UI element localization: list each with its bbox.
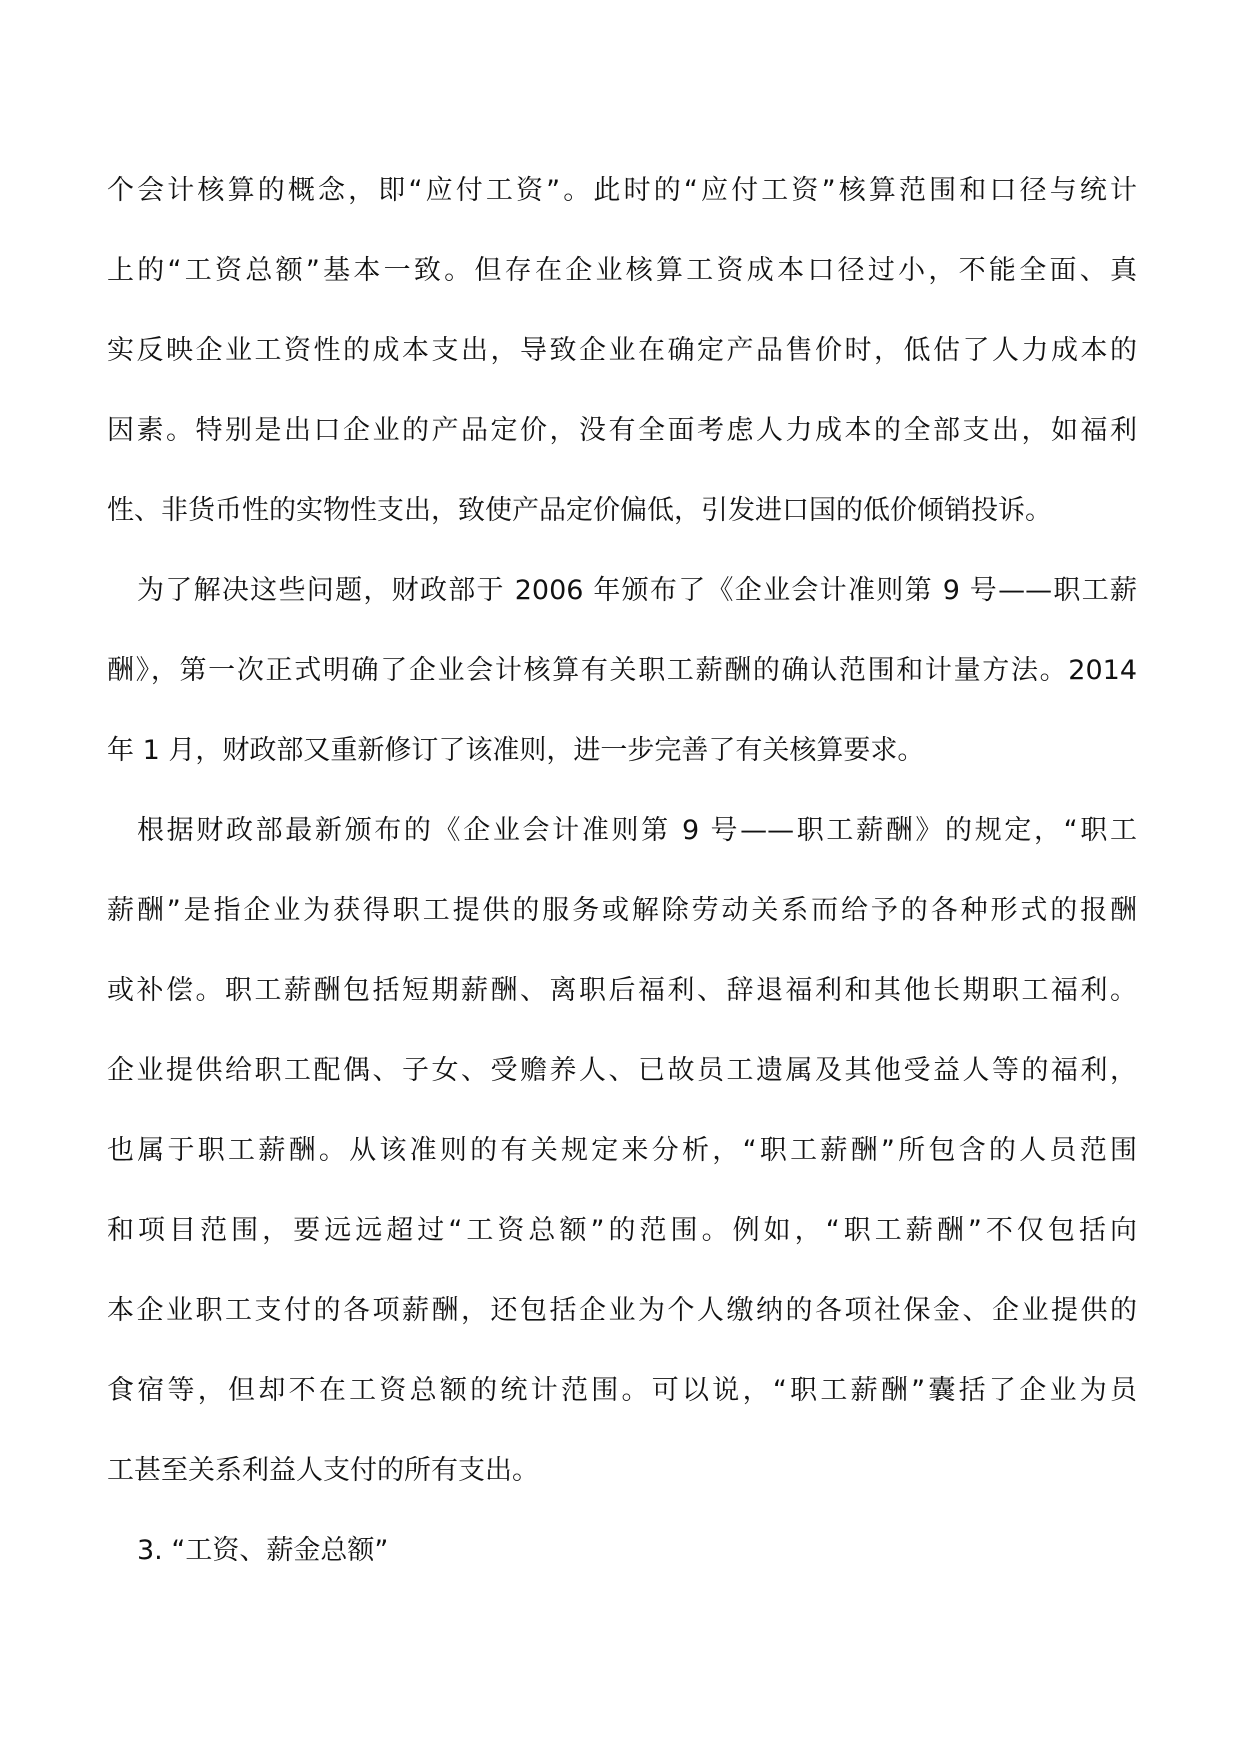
- paragraph-1-line-2: 上的“工资总额”基本一致。但存在企业核算工资成本口径过小，不能全面、真: [107, 255, 1137, 286]
- paragraph-3-line-3: 或补偿。职工薪酬包括短期薪酬、离职后福利、辞退福利和其他长期职工福利。: [107, 975, 1137, 1006]
- document-body: [107, 163, 1137, 1603]
- paragraph-3-line-6: 和项目范围，要远远超过“工资总额”的范围。例如，“职工薪酬”不仅包括向: [107, 1215, 1137, 1246]
- paragraph-3-line-2: 薪酬”是指企业为获得职工提供的服务或解除劳动关系而给予的各种形式的报酬: [107, 895, 1137, 926]
- paragraph-3-line-9: 工甚至关系利益人支付的所有支出。: [107, 1455, 539, 1486]
- paragraph-2-line-2: 酬》，第一次正式明确了企业会计核算有关职工薪酬的确认范围和计量方法。2014: [107, 655, 1137, 686]
- paragraph-1-line-3: 实反映企业工资性的成本支出，导致企业在确定产品售价时，低估了人力成本的: [107, 335, 1137, 366]
- paragraph-3-line-7: 本企业职工支付的各项薪酬，还包括企业为个人缴纳的各项社保金、企业提供的: [107, 1295, 1137, 1326]
- section-heading: 3. “工资、薪金总额”: [137, 1535, 389, 1566]
- paragraph-1-line-1: 个会计核算的概念，即“应付工资”。此时的“应付工资”核算范围和口径与统计: [107, 175, 1137, 206]
- paragraph-3-line-1: 根据财政部最新颁布的《企业会计准则第 9 号——职工薪酬》的规定，“职工: [137, 815, 1137, 846]
- paragraph-3-line-5: 也属于职工薪酬。从该准则的有关规定来分析，“职工薪酬”所包含的人员范围: [107, 1135, 1137, 1166]
- paragraph-3-line-8: 食宿等，但却不在工资总额的统计范围。可以说，“职工薪酬”囊括了企业为员: [107, 1375, 1137, 1406]
- paragraph-1-line-5: 性、非货币性的实物性支出，致使产品定价偏低，引发进口国的低价倾销投诉。: [107, 495, 1052, 526]
- paragraph-2-line-3: 年 1 月，财政部又重新修订了该准则，进一步完善了有关核算要求。: [107, 735, 925, 766]
- paragraph-1-line-4: 因素。特别是出口企业的产品定价，没有全面考虑人力成本的全部支出，如福利: [107, 415, 1137, 446]
- paragraph-2-line-1: 为了解决这些问题，财政部于 2006 年颁布了《企业会计准则第 9 号——职工薪: [137, 575, 1137, 606]
- paragraph-3-line-4: 企业提供给职工配偶、子女、受赡养人、已故员工遗属及其他受益人等的福利，: [107, 1055, 1137, 1086]
